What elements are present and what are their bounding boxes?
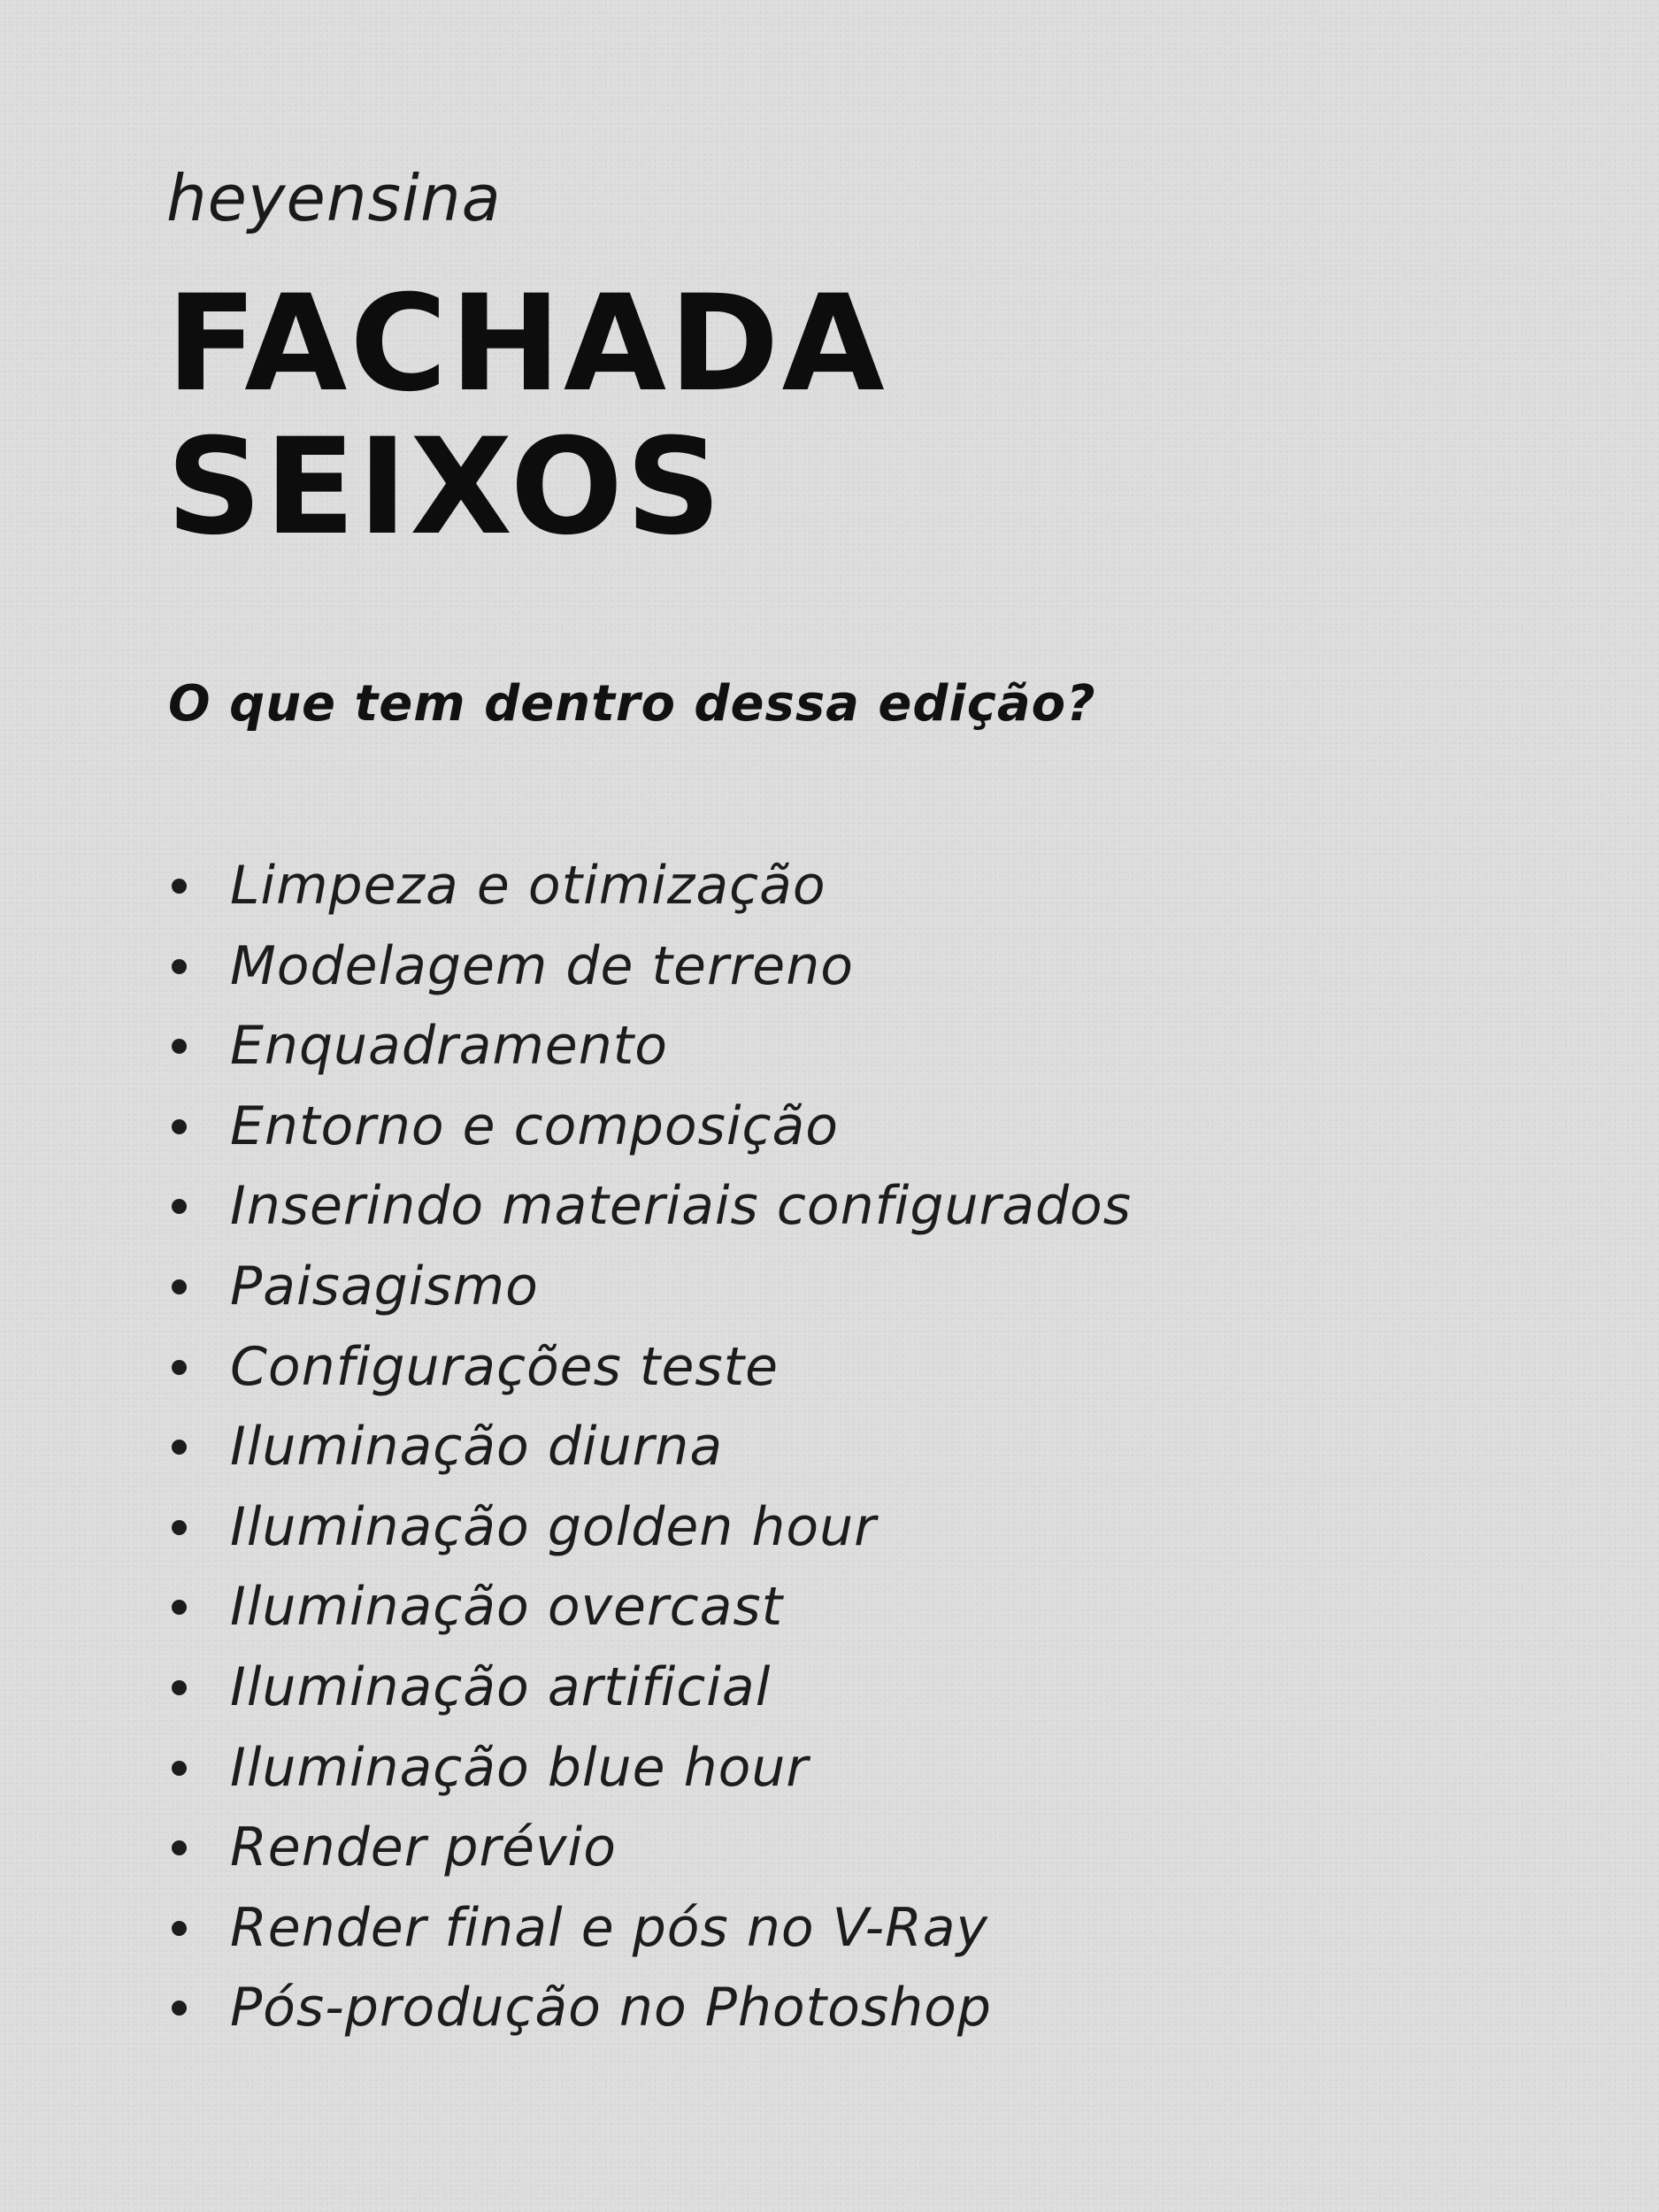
list-item — [168, 926, 1132, 1007]
list-item-text: Modelagem de terreno — [230, 934, 854, 997]
list-item — [168, 1647, 1132, 1728]
bullet-icon — [172, 1680, 187, 1695]
bullet-icon — [172, 1520, 187, 1535]
list-item-text: Enquadramento — [230, 1015, 668, 1078]
bullet-icon — [172, 1440, 187, 1455]
list-item-text: Iluminação diurna — [230, 1416, 724, 1479]
list-item — [168, 1166, 1132, 1247]
list-item-text: Render final e pós no V-Ray — [230, 1896, 989, 1959]
list-item-text: Iluminação artificial — [230, 1655, 772, 1718]
list-item — [168, 1567, 1132, 1647]
list-item-text: Limpeza e otimização — [230, 855, 826, 917]
title-line-1: FACHADA — [166, 267, 887, 421]
list-item-text: Iluminação golden hour — [230, 1495, 877, 1558]
list-item — [168, 1808, 1132, 1888]
list-item — [168, 1087, 1132, 1167]
brand-name: heyensina — [166, 161, 502, 235]
list-item-text: Paisagismo — [230, 1255, 539, 1317]
section-heading: O que tem dentro dessa edição? — [168, 675, 1096, 733]
bullet-icon — [172, 1119, 187, 1134]
list-item — [168, 1728, 1132, 1809]
list-item — [168, 1968, 1132, 2048]
bullet-icon — [172, 1921, 187, 1936]
list-item-text: Pós-produção no Photoshop — [230, 1977, 992, 2039]
list-item — [168, 1407, 1132, 1487]
bullet-icon — [172, 959, 187, 974]
list-item-text: Configurações teste — [230, 1335, 780, 1398]
bullet-icon — [172, 1039, 187, 1054]
bullet-icon — [172, 1199, 187, 1214]
list-item-text: Inserindo materiais configurados — [230, 1175, 1133, 1238]
page-title — [166, 267, 887, 565]
list-item-text: Render prévio — [230, 1816, 617, 1879]
bullet-icon — [172, 879, 187, 894]
list-item — [168, 1487, 1132, 1568]
list-item — [168, 1006, 1132, 1087]
bullet-icon — [172, 1761, 187, 1776]
contents-list — [168, 846, 1132, 2048]
list-item — [168, 846, 1132, 926]
bullet-icon — [172, 2001, 187, 2016]
bullet-icon — [172, 1840, 187, 1855]
list-item — [168, 1888, 1132, 1969]
list-item — [168, 1247, 1132, 1327]
bullet-icon — [172, 1360, 187, 1375]
list-item-text: Entorno e composição — [230, 1094, 839, 1157]
bullet-icon — [172, 1600, 187, 1615]
list-item-text: Iluminação blue hour — [230, 1736, 810, 1799]
list-item — [168, 1327, 1132, 1408]
bullet-icon — [172, 1279, 187, 1294]
title-line-2: SEIXOS — [166, 411, 725, 565]
list-item-text: Iluminação overcast — [230, 1576, 784, 1639]
